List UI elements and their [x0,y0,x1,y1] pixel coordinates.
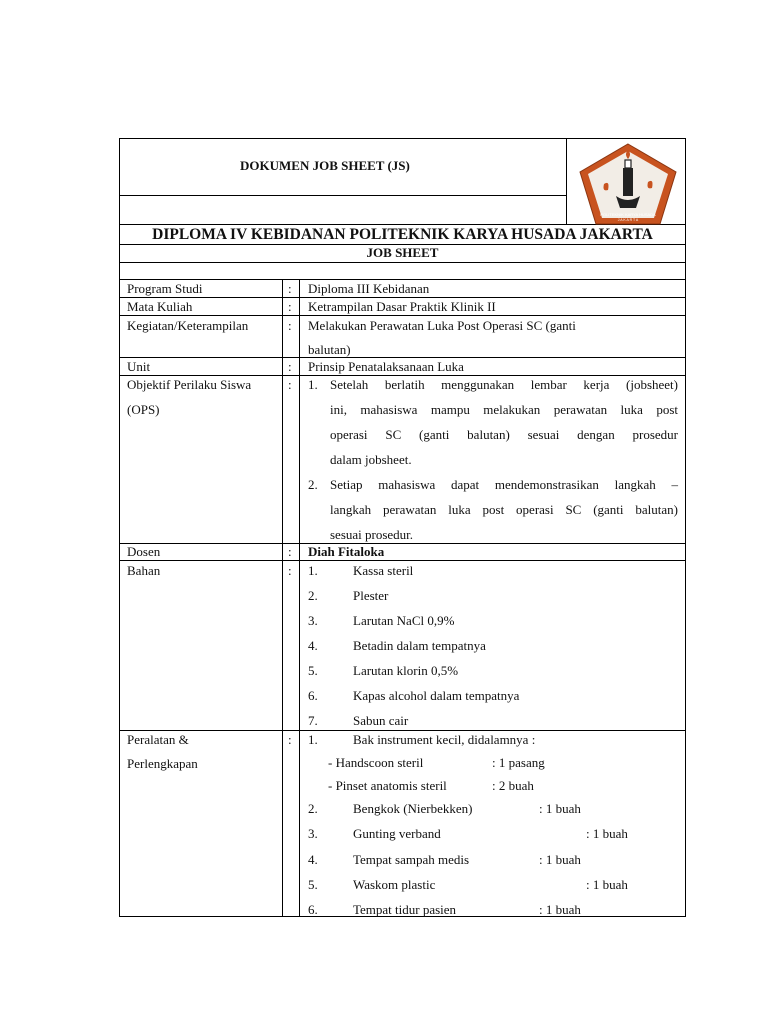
row-line-unit [119,357,686,358]
bahan-num: 2. [308,588,318,603]
peralatan-item: Bak instrument kecil, didalamnya : [353,732,536,747]
peralatan-item: Gunting verband [353,826,441,841]
colon: : [288,563,292,578]
peralatan-item: Waskom plastic [353,877,436,892]
table-border-top [119,138,686,139]
bahan-item: Kapas alcohol dalam tempatnya [353,688,520,703]
peralatan-sub-qty: : 1 pasang [492,755,545,770]
peralatan-qty: : 1 buah [539,902,581,917]
colon: : [288,732,292,747]
label-kegiatan: Kegiatan/Keterampilan [127,318,249,333]
value-dosen: Diah Fitaloka [308,544,385,559]
ops-item-1-line: Setelah berlatih menggunakan lembar kerja (jobsheet) [330,377,678,392]
label-bahan: Bahan [127,563,161,578]
logo-divider [566,138,567,224]
colon: : [288,377,292,392]
bahan-item: Larutan klorin 0,5% [353,663,459,678]
value-unit: Prinsip Penatalaksanaan Luka [308,359,464,374]
ops-item-1-line: operasi SC (ganti balutan) sesuai dengan prosedur [330,427,678,442]
row-line-bahan [119,560,686,561]
value-program-studi: Diploma III Kebidanan [308,281,430,296]
colon: : [288,359,292,374]
logo-text: POLITEKNIK KARYA HUSADA [600,212,656,217]
peralatan-item: Tempat sampah medis [353,852,470,867]
bahan-item: Kassa steril [353,563,414,578]
label-ops-line1: Objektif Perilaku Siswa [127,377,252,392]
doc-title: DOKUMEN JOB SHEET (JS) [240,158,410,173]
peralatan-num: 3. [308,826,318,841]
ops-item-2-num: 2. [308,477,318,492]
label-program-studi: Program Studi [127,281,203,296]
peralatan-qty: : 1 buah [586,877,628,892]
label-peralatan-line2: Perlengkapan [127,756,198,771]
ops-item-2-line: sesuai prosedur. [330,527,414,542]
bahan-item: Sabun cair [353,713,409,728]
header-line-4 [119,262,686,263]
row-line-keg [119,315,686,316]
row-line-dosen [119,543,686,544]
colon: : [288,544,292,559]
label-mata-kuliah: Mata Kuliah [127,299,193,314]
bahan-num: 4. [308,638,318,653]
value-kegiatan-line2: balutan) [308,342,351,357]
peralatan-item: Tempat tidur pasien [353,902,457,917]
institution-title: DIPLOMA IV KEBIDANAN POLITEKNIK KARYA HUSADA JAKARTA [152,226,653,243]
peralatan-qty: : 1 buah [539,801,581,816]
peralatan-num: 4. [308,852,318,867]
peralatan-qty: : 1 buah [539,852,581,867]
colon: : [288,318,292,333]
label-ops-line2: (OPS) [127,402,160,417]
bahan-item: Larutan NaCl 0,9% [353,613,455,628]
row-line-peralatan [119,730,686,731]
peralatan-sub-item: - Handscoon steril [328,755,424,770]
label-dosen: Dosen [127,544,161,559]
peralatan-sub-item: - Pinset anatomis steril [328,778,447,793]
peralatan-num: 2. [308,801,318,816]
peralatan-num: 5. [308,877,318,892]
bahan-num: 7. [308,713,318,728]
colon: : [288,299,292,314]
peralatan-num: 6. [308,902,318,917]
peralatan-sub-qty: : 2 buah [492,778,534,793]
bahan-num: 6. [308,688,318,703]
label-peralatan-line1: Peralatan & [127,732,189,747]
value-mata-kuliah: Ketrampilan Dasar Praktik Klinik II [308,299,496,314]
bahan-item: Betadin dalam tempatnya [353,638,486,653]
ops-item-2-line: langkah perawatan luka post operasi SC (ganti balutan) [330,502,678,517]
ops-item-1-line: dalam jobsheet. [330,452,412,467]
colon: : [288,281,292,296]
row-line-ops [119,375,686,376]
value-kegiatan-line1: Melakukan Perawatan Luka Post Operasi SC (ganti [308,318,576,333]
bahan-num: 5. [308,663,318,678]
ops-item-1-num: 1. [308,377,318,392]
peralatan-item: Bengkok (Nierbekken) [353,801,473,816]
row-line-mk [119,297,686,298]
label-unit: Unit [127,359,151,374]
ops-item-2-line: Setiap mahasiswa dapat mendemonstrasikan langkah – [330,477,678,492]
bahan-num: 3. [308,613,318,628]
bahan-num: 1. [308,563,318,578]
bahan-item: Plester [353,588,389,603]
job-sheet-subtitle: JOB SHEET [366,245,439,260]
peralatan-qty: : 1 buah [586,826,628,841]
politeknik-karya-husada-logo [576,142,680,226]
ops-item-1-line: ini, mahasiswa mampu melakukan perawatan luka post [330,402,678,417]
logo-subtext: J A K A R T A [617,218,639,222]
header-line-1 [119,195,567,196]
header-line-5 [119,279,686,280]
peralatan-num: 1. [308,732,318,747]
